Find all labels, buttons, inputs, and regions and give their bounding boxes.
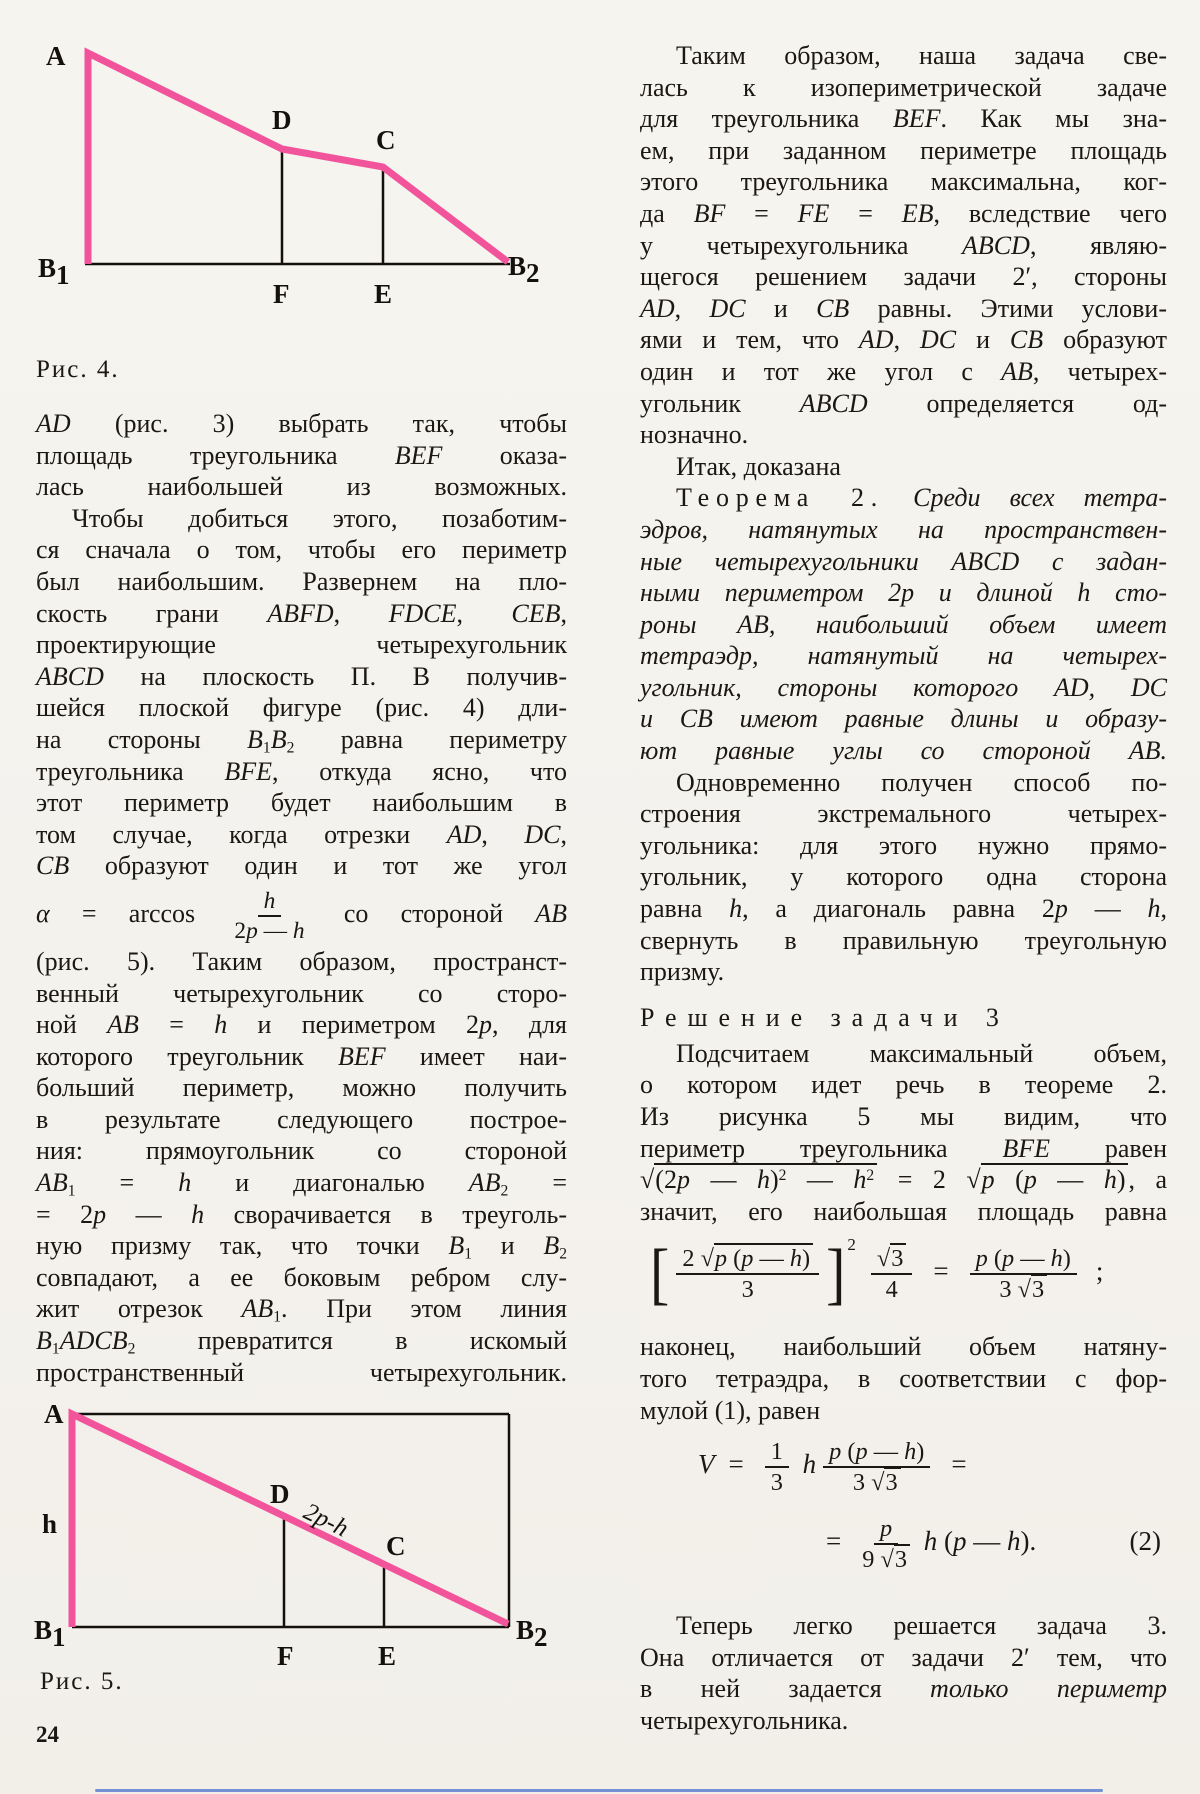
text-line: ной AB = h и периметром 2p, для xyxy=(36,1010,567,1040)
text-line: четырехугольника. xyxy=(640,1705,849,1735)
text-line: да BF = FE = EB, вследствие чего xyxy=(640,198,1167,228)
text-line: и CB имеют равные длины и образу- xyxy=(640,704,1167,734)
text-line: площадь треугольника BEF оказа- xyxy=(36,440,567,470)
left-column-lines xyxy=(36,408,567,1388)
text-line: α = arccos $\frac{h}{2p — h}$ со стороной AB xyxy=(36,887,567,944)
vertex-label-c: C xyxy=(376,125,396,155)
right-column-lines-2 xyxy=(640,1038,1167,1228)
vertex-label-f: F xyxy=(277,1641,294,1671)
text-line: Таким образом, наша задача све- xyxy=(676,41,1167,70)
text-line: равна h, а диагональ равна 2p — h, xyxy=(640,894,1167,924)
text-line: AD (рис. 3) выбрать так, чтобы xyxy=(36,409,567,438)
text-line: мулой (1), равен xyxy=(640,1395,821,1425)
text-line: Итак, доказана xyxy=(676,451,841,481)
text-line: угольник ABCD определяется од- xyxy=(640,388,1168,418)
figure-4 xyxy=(30,25,575,325)
text-line: периметр треугольника BFE равен xyxy=(640,1133,1167,1163)
text-line: (рис. 5). Таким образом, пространст- xyxy=(36,946,567,976)
text-line: которого треугольник BEF имеет наи- xyxy=(36,1041,567,1071)
text-line: тетраэдр, натянутый на четырех- xyxy=(640,641,1167,671)
text-line: этот периметр будет наибольшим в xyxy=(36,788,567,818)
text-line: роны AB, наибольший объем имеет xyxy=(640,609,1167,639)
vertex-label-a: A xyxy=(46,41,66,71)
vertex-label-b1: B1 xyxy=(34,1615,66,1652)
text-line: Теорема 2. Среди всех тетра- xyxy=(676,483,1167,513)
text-line: CB образуют один и тот же угол xyxy=(36,851,567,881)
text-line: значит, его наибольшая площадь равна xyxy=(640,1196,1167,1226)
text-line: Одновременно получен способ по- xyxy=(676,767,1167,797)
text-line: скость грани ABFD, FDCE, CEB, xyxy=(36,598,568,628)
left-column xyxy=(36,356,567,1388)
text-line: ями и тем, что AD, DC и CB образуют xyxy=(640,325,1168,355)
text-line: проектирующие четырехугольник xyxy=(36,630,567,660)
figure-4-caption: Рис. 4. xyxy=(36,356,120,383)
text-line: строения экстремального четырех- xyxy=(640,799,1167,829)
text-line: этого треугольника максимальна, ког- xyxy=(640,167,1167,197)
text-line: совпадают, а ее боковым ребром слу- xyxy=(36,1262,567,1292)
page-number: 24 xyxy=(36,1722,59,1747)
text-line: AD, DC и CB равны. Этими услови- xyxy=(640,293,1168,323)
text-line: угольника: для этого нужно прямо- xyxy=(640,830,1167,860)
right-column-lines-3 xyxy=(640,1331,1167,1426)
text-line: в результате следующего построе- xyxy=(36,1104,567,1134)
text-line: Чтобы добиться этого, позаботим- xyxy=(72,503,567,533)
text-line: у четырехугольника ABCD, являю- xyxy=(640,230,1167,260)
text-line: ем, при заданном периметре площадь xyxy=(640,135,1167,165)
right-column-lines-4 xyxy=(640,1610,1167,1736)
scan-artifact-line xyxy=(95,1789,1103,1792)
section-heading: Решение задачи 3 xyxy=(640,1002,1010,1032)
text-line: свернуть в правильную треугольную xyxy=(640,925,1167,955)
text-line: наконец, наибольший объем натяну- xyxy=(640,1332,1167,1362)
text-line: треугольника BFE, откуда ясно, что xyxy=(36,756,567,786)
text-line: один и тот же угол с AB, четырех- xyxy=(640,356,1167,386)
text-line: ABCD на плоскость П. В получив- xyxy=(36,661,567,691)
text-line: на стороны $B_1B_2$ равна периметру xyxy=(36,724,567,757)
fig4-unfolded-quadrilateral-line xyxy=(88,53,508,264)
diagonal-label-2p-h: 2p-h xyxy=(299,1498,353,1543)
vertex-label-d: D xyxy=(270,1479,290,1509)
text-line: Подсчитаем максимальный объем, xyxy=(676,1038,1167,1068)
text-line: том случае, когда отрезки AD, DC, xyxy=(36,819,568,849)
text-line: ния: прямоугольник со стороной xyxy=(36,1136,567,1166)
text-line: угольник, стороны которого AD, DC xyxy=(640,672,1167,702)
text-line: $AB_1 = h$ и диагональю $AB_2$ = xyxy=(36,1168,567,1200)
text-line: венный четырехугольник со сторо- xyxy=(36,978,567,1008)
vertex-label-e: E xyxy=(378,1641,397,1671)
text-line: того тетраэдра, в соответствии с фор- xyxy=(640,1363,1167,1393)
text-line: = 2p — h сворачивается в треуголь- xyxy=(36,1199,567,1229)
side-label-h: h xyxy=(42,1509,58,1539)
text-line: √(2p — h)$^2$ — $h^2 = 2$ √p (p — h) , а xyxy=(640,1165,1168,1195)
fig5-side-and-diagonal-line xyxy=(72,1414,508,1627)
text-line: угольник, у которого одна сторона xyxy=(640,862,1167,892)
vertex-label-f: F xyxy=(273,279,290,309)
figure-5 xyxy=(30,1393,575,1693)
text-line: щегося решением задачи 2′, стороны xyxy=(640,262,1167,292)
text-line: призму. xyxy=(640,957,725,987)
equation-line-1: V = $\frac{1}{3}$ h $\frac{p (p — h)}{3 √3}$ = xyxy=(698,1437,967,1496)
text-line: лась к изопериметрической задаче xyxy=(640,72,1167,102)
equation-number: (2) xyxy=(1129,1526,1161,1557)
vertex-label-a: A xyxy=(44,1399,64,1429)
text-line: шейся плоской фигуре (рис. 4) дли- xyxy=(36,693,567,723)
text-line: ют равные углы со стороной AB. xyxy=(640,736,1167,766)
text-line: ся сначала о том, чтобы его периметр xyxy=(36,535,567,565)
text-line: Теперь легко решается задача 3. xyxy=(676,1611,1167,1641)
text-line: для треугольника BEF. Как мы зна- xyxy=(640,104,1167,134)
display-formula-volume xyxy=(640,1426,1167,1610)
right-column xyxy=(640,40,1167,1737)
text-line: в ней задается только периметр xyxy=(640,1674,1167,1704)
text-line: ными периметром 2p и длиной h сто- xyxy=(640,578,1167,608)
figure-5-caption: Рис. 5. xyxy=(40,1668,124,1695)
vertex-label-e: E xyxy=(374,279,393,309)
display-formula-area: [ $\frac{2 √p (p — h)}{3}$ ] $^2$ $\frac{√3}{4}$ = $\frac{p (p — h)}{3 √3}$ ; xyxy=(650,1235,1104,1312)
vertex-label-b2: B2 xyxy=(516,1615,548,1652)
text-line: лась наибольшей из возможных. xyxy=(36,472,567,502)
text-line: Она отличается от задачи 2′ тем, что xyxy=(640,1642,1167,1672)
text-line: о котором идет речь в теореме 2. xyxy=(640,1070,1167,1100)
text-line: эдров, натянутых на пространствен- xyxy=(640,514,1167,544)
text-line: жит отрезок $AB_1$. При этом линия xyxy=(36,1294,567,1327)
text-line: больший периметр, можно получить xyxy=(36,1073,567,1103)
vertex-label-b1: B1 xyxy=(38,253,70,290)
vertex-label-b2: B2 xyxy=(508,251,540,288)
text-line: Из рисунка 5 мы видим, что xyxy=(640,1102,1167,1131)
text-line: нозначно. xyxy=(640,420,749,450)
text-line: пространственный четырехугольник. xyxy=(36,1357,567,1387)
equation-line-2 xyxy=(640,1502,1167,1580)
text-line: $B_1ADCB_2$ превратится в искомый xyxy=(36,1326,567,1358)
right-column-lines-1 xyxy=(640,40,1167,988)
vertex-label-c: C xyxy=(386,1531,406,1561)
equation-line-2-body: = $\frac{p}{9 √3}$ h (p — h). xyxy=(826,1514,1037,1573)
text-line: был наибольшим. Развернем на пло- xyxy=(36,566,567,596)
vertex-label-d: D xyxy=(272,105,292,135)
text-line: ные четырехугольники ABCD с задан- xyxy=(640,546,1167,576)
text-line: ную призму так, что точки $B_1$ и $B_2$ xyxy=(36,1231,567,1263)
